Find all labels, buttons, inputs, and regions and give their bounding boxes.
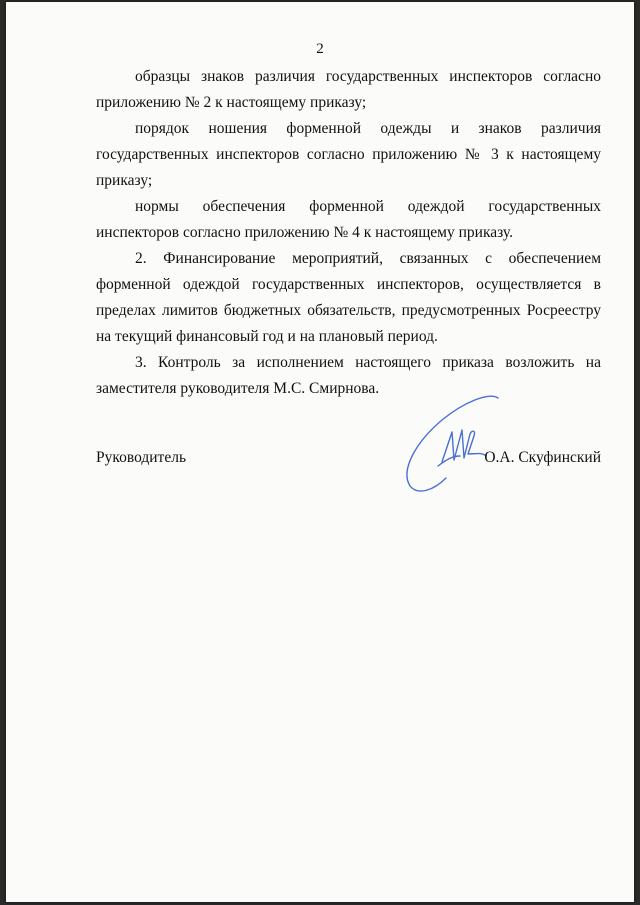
paragraph-control: 3. Контроль за исполнением настоящего приказа возложить на заместителя руководителя М.С. Смирнова.: [96, 354, 601, 397]
paragraph-supply-norms: нормы обеспечения форменной одеждой государственных инспекторов согласно приложению № 4 к настоящему приказу.: [96, 198, 601, 241]
page-number: 2: [316, 41, 324, 57]
paragraph-wearing-order: порядок ношения форменной одежды и знаков различия государственных инспекторов согласно приложению № 3 к настоящему приказу;: [96, 120, 601, 189]
signature-block: [96, 449, 601, 475]
signer-name: О.А. Скуфинский: [484, 449, 601, 466]
paragraph-insignia-samples: образцы знаков различия государственных инспекторов согласно приложению № 2 к настоящему приказу;: [96, 68, 601, 111]
document-page: [6, 2, 634, 902]
handwritten-signature: [394, 390, 504, 500]
document-body: [96, 64, 601, 402]
signer-title: Руководитель: [96, 449, 187, 466]
paragraph-financing: 2. Финансирование мероприятий, связанных с обеспечением форменной одеждой государственных инспекторов, осуществляется в пределах лимитов бюджетных обязательств, предусмотренных Росреестру на текущий финансовый год и на плановый период.: [96, 250, 601, 345]
